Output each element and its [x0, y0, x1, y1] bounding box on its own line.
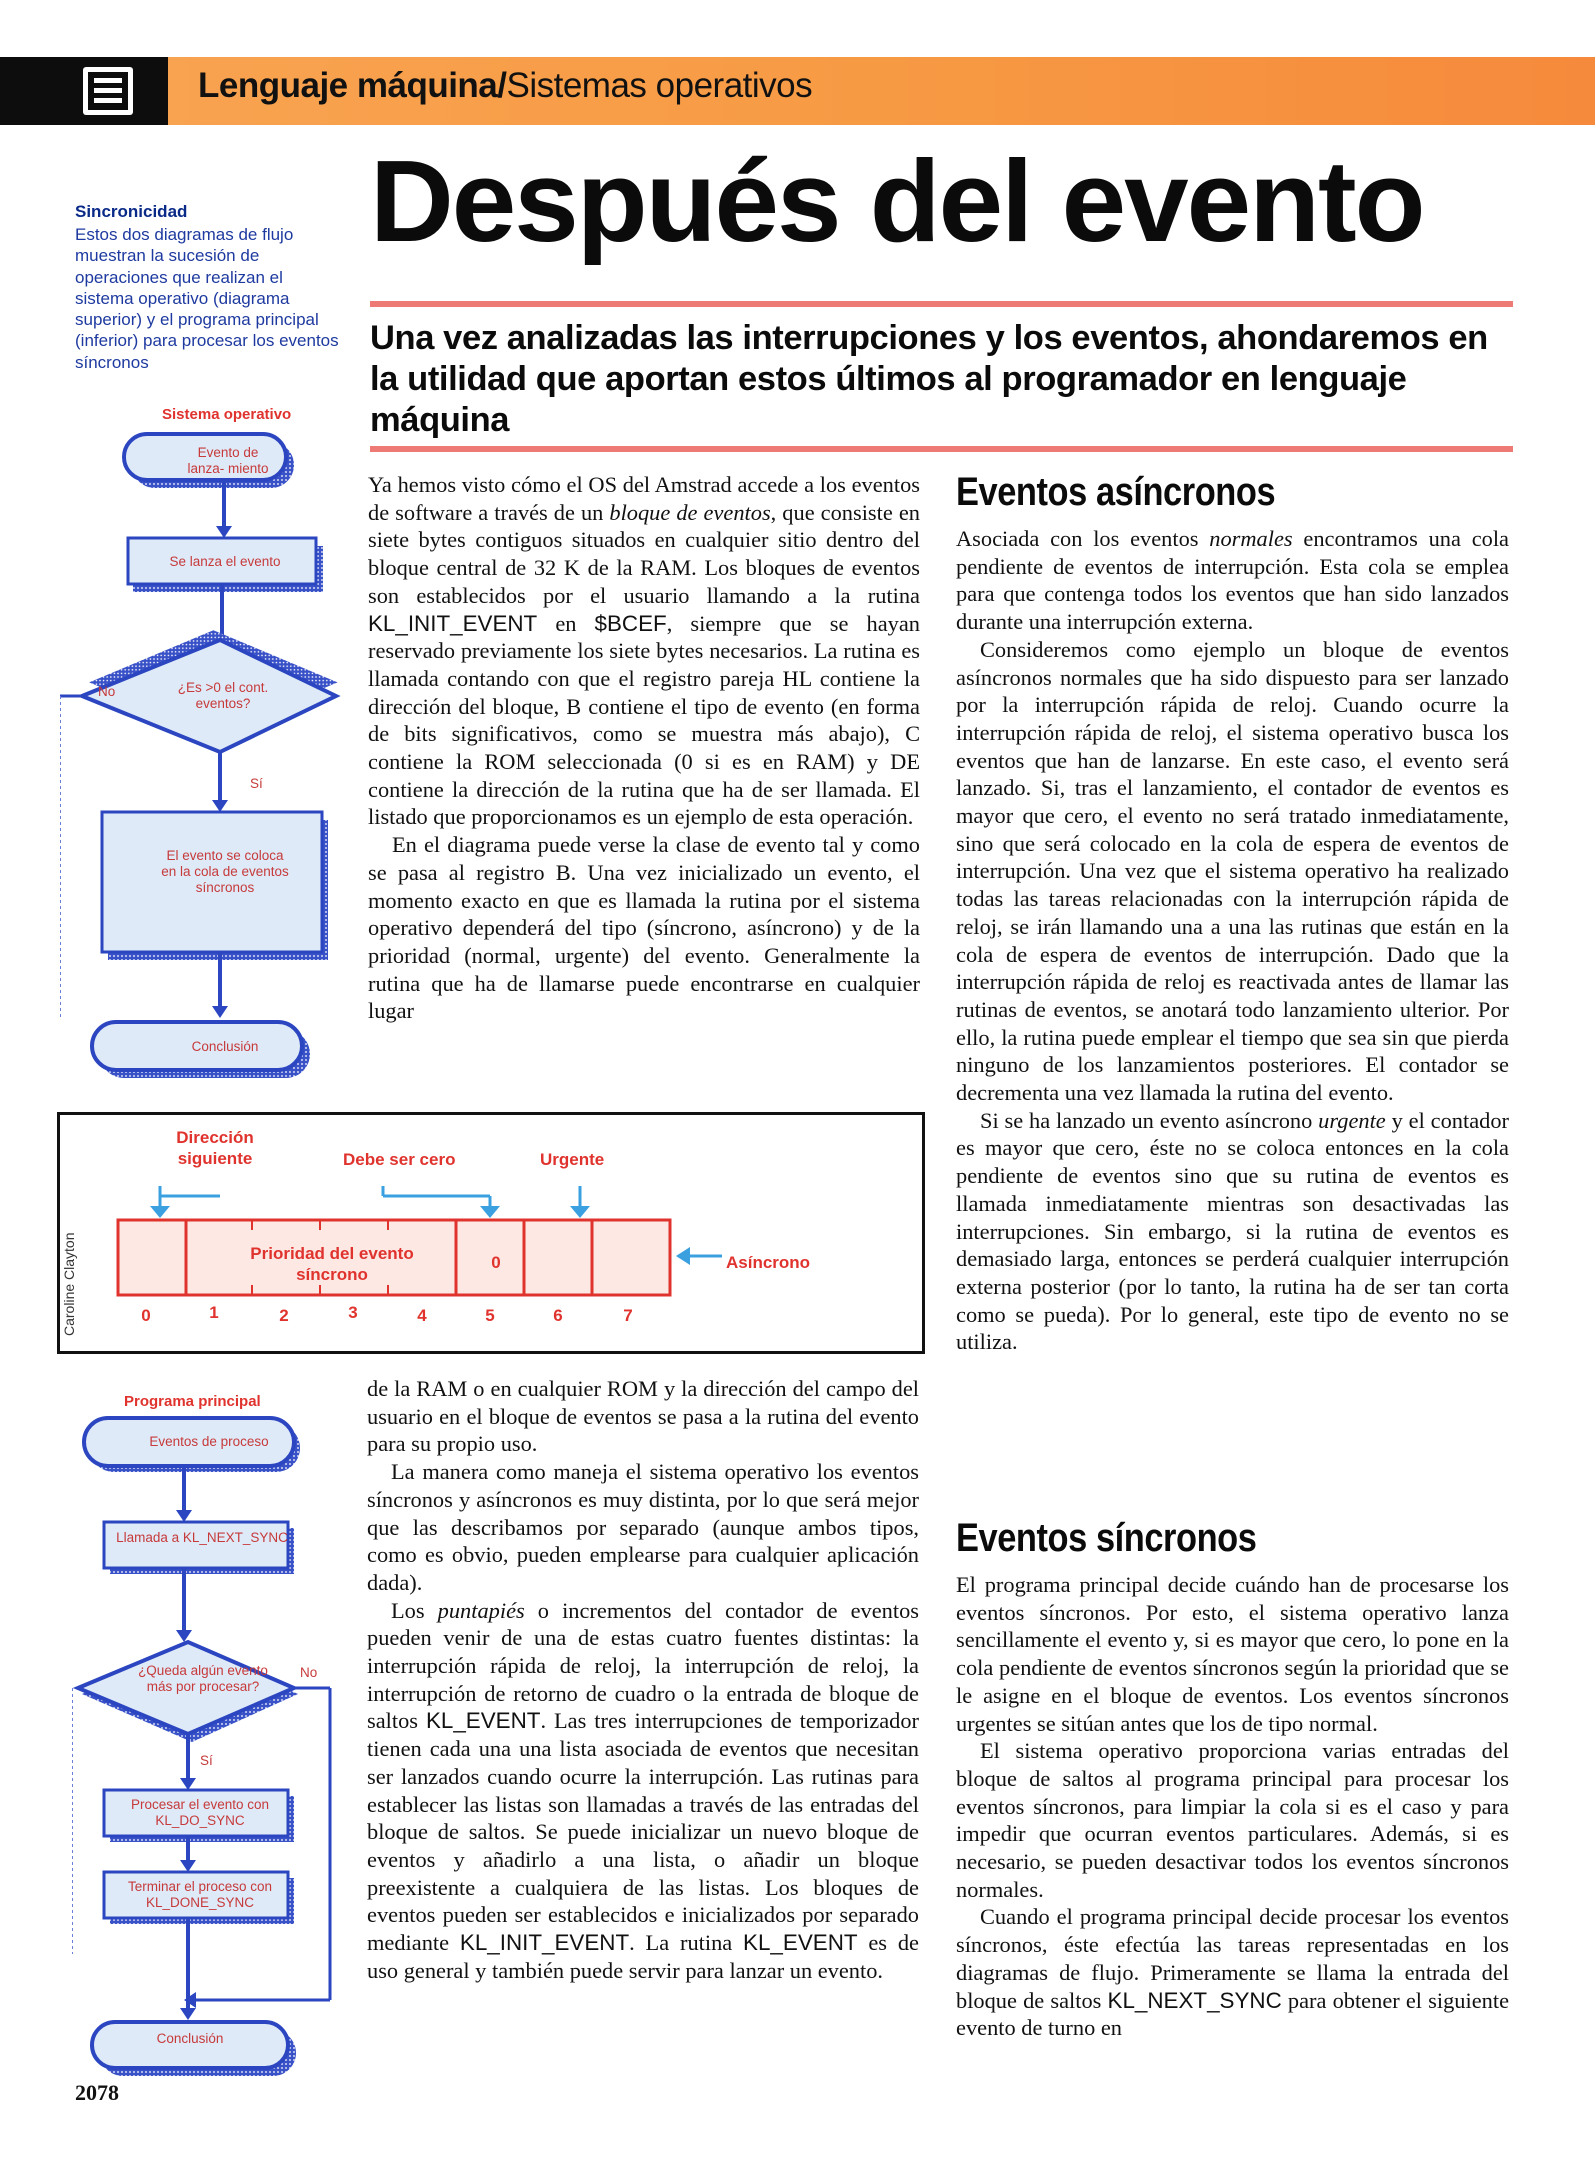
computer-logo-icon	[80, 64, 136, 118]
register-priority-field: Prioridad del evento síncrono	[250, 1244, 414, 1284]
image-credit: Caroline Clayton	[61, 1232, 77, 1336]
paragraph: El programa principal decide cuándo han de procesarse los eventos síncronos. Por esto, el sistema operativo lanza sencillamente el evento y, si es mayor que cero, lo pone en la cola pendiente de eventos síncronos según la prioridad que se le asigne en el bloque de eventos. Los eventos síncronos urgentes se sitúan antes que los de tipo normal.	[956, 1572, 1509, 1736]
flowchart-os-step1: Se lanza el evento	[169, 554, 281, 569]
page-number: 2078	[75, 2080, 119, 2105]
sidebar-title: Sincronicidad	[75, 202, 188, 221]
register-bit-number: 0	[141, 1306, 151, 1325]
paragraph: Cuando el programa principal decide procesar los eventos síncronos, éste efectúa las tareas representadas en los diagramas de flujo. Primeramente se llama la entrada del bloque de saltos KL_NEXT_SYNC para obtener el siguiente evento de turno en	[956, 1904, 1510, 2041]
flowchart-main-step1: Llamada a KL_NEXT_SYNC	[116, 1530, 288, 1545]
body-column-2	[956, 525, 1509, 1356]
section-title-rest: Sistemas operativos	[506, 66, 813, 105]
flowchart-main-start: Eventos de proceso	[149, 1434, 269, 1449]
flowchart-os-title: Sistema operativo	[162, 406, 292, 423]
register-label-async: Asíncrono	[726, 1253, 811, 1272]
body-column-2-bottom	[956, 1571, 1509, 2042]
flowchart-main-title: Programa principal	[124, 1393, 261, 1410]
flowchart-os	[60, 430, 345, 1090]
register-bit-number: 1	[209, 1303, 219, 1322]
flowchart-os-decision: ¿Es >0 el cont. eventos?	[177, 680, 269, 711]
paragraph: Los puntapiés o incrementos del contador de eventos pueden venir de una de estas cuatro fuentes distintas: la interrupción rápida de reloj, la interrupción de reloj, la interrupción de retorno de cuadro o la entrada de bloque de saltos KL_EVENT. Las tres interrupciones de temporizador tienen cada una una lista asociada de eventos que necesitan ser lanzados cuando ocurre la interrupción. Las rutinas para establecer las listas son llamadas a través de las entradas del bloque de saltos. Se puede inicializar un nuevo bloque de eventos y añadirlo a una lista, o añadir un bloque preexistente a cualquiera de las listas. Los bloques de eventos pueden ser establecidos e inicializados por separado mediante KL_INIT_EVENT. La rutina KL_EVENT es de uso general y también puede servir para lanzar un evento.	[367, 1597, 919, 1983]
flowchart-main-no: No	[300, 1665, 318, 1680]
flowchart-main-yes: Sí	[200, 1753, 213, 1768]
register-bit-number: 5	[485, 1306, 495, 1325]
subhead-async: Eventos asíncronos	[956, 470, 1276, 514]
flowchart-os-no: No	[98, 684, 116, 699]
paragraph: En el diagrama puede verse la clase de evento tal y como se pasa al registro B. Una vez inicializado un evento, el momento exacto en que es llamada la rutina por el sistema operativo dependerá del tipo (síncrono, asíncrono) y de la prioridad (normal, urgente) del evento. Generalmente la rutina que ha de llamarse puede encontrarse en cualquier lugar	[368, 832, 920, 1024]
register-bit-number: 3	[348, 1303, 358, 1322]
paragraph: Ya hemos visto cómo el OS del Amstrad accede a los eventos de software a través de un bloque de eventos, que consiste en siete bytes contiguos situados en cualquier sitio dentro del bloque central de 32 K de la RAM. Los bloques de eventos son establecidos por el usuario llamando a la rutina KL_INIT_EVENT en $BCEF, siempre que se hayan reservado previamente los siete bytes necesarios. La rutina es llamada contando con que el registro pareja HL contiene la dirección del bloque, B contiene el tipo de evento (en forma de bits significativos, como se muestra más abajo), C contiene la ROM seleccionada (0 si es en RAM) y DE contiene la dirección de la rutina que ha de ser llamada. El listado que proporcionamos es un ejemplo de esta operación.	[368, 472, 920, 830]
paragraph: La manera como maneja el sistema operativo los eventos síncronos y asíncronos es muy distinta, por lo que será mejor que las describamos por separado (aunque ambos tipos, como es obvio, pueden emplearse para cualquier aplicación dada).	[367, 1459, 919, 1595]
flowchart-os-step2: El evento se coloca en la cola de eventos síncronos	[161, 848, 289, 895]
flowchart-main-decision: ¿Queda algún evento más por procesar?	[138, 1663, 268, 1694]
register-bit-number: 4	[417, 1306, 427, 1325]
body-column-1-top	[368, 471, 920, 1025]
flowchart-main-step3: Terminar el proceso con KL_DONE_SYNC	[127, 1879, 273, 1910]
register-bit-number: 2	[279, 1306, 289, 1325]
register-bit-number: 7	[623, 1306, 633, 1325]
flowchart-main	[72, 1414, 342, 2084]
flowchart-os-yes: Sí	[250, 776, 263, 791]
headline-rule-top	[370, 301, 1513, 307]
paragraph: de la RAM o en cualquier ROM y la dirección del campo del usuario en el bloque de eventos se pasa a la rutina del evento para su propio uso.	[367, 1376, 919, 1457]
page-headline: Después del evento	[370, 136, 1424, 266]
flowchart-os-start: Evento de lanza- miento	[187, 445, 269, 476]
subhead-sync: Eventos síncronos	[956, 1516, 1257, 1560]
section-title	[198, 66, 812, 106]
paragraph: Asociada con los eventos normales encontramos una cola pendiente de eventos de interrupción. Esta cola se emplea para que contenga todos los eventos que han sido lanzados durante una interrupción externa.	[956, 526, 1509, 635]
register-cells	[110, 1150, 810, 1300]
register-label-zero: Debe ser cero	[343, 1150, 456, 1169]
sidebar-caption: Estos dos diagramas de flujo muestran la sucesión de operaciones que realizan el sistema operativo (diagrama superior) y el programa principal (inferior) para procesar los eventos síncronos	[75, 225, 339, 372]
section-title-bold: Lenguaje máquina/	[198, 66, 507, 105]
paragraph: Consideremos como ejemplo un bloque de eventos asíncronos normales que ha sido dispuesto para ser lanzado por la interrupción rápida de reloj. Cuando ocurre la interrupción rápida de reloj, el sistema operativo busca los eventos que han de lanzarse. En este caso, el evento será lanzado. Si, tras el lanzamiento, el contador de eventos es mayor que cero, el evento no será tratado inmediatamente, sino que será colocado en la cola de espera de eventos de interrupción. Una vez que el sistema operativo ha realizado todas las tareas relacionadas con la interrupción rápida de reloj, se irán llamando una a una las rutinas que están en la cola de espera de eventos de interrupción. Dado que la interrupción rápida de reloj es reactivada antes de llamar las rutinas de eventos, se anotará todo lanzamiento ulterior. Por ello, la rutina puede emplear el tiempo que sea sin que pierda ninguno de los lanzamientos posteriores. El contador se decrementa una vez llamada la rutina del evento.	[956, 636, 1509, 1106]
register-label-urgent: Urgente	[540, 1150, 605, 1169]
register-label-next: Dirección siguiente	[176, 1128, 254, 1168]
flowchart-main-end: Conclusión	[156, 2031, 224, 2046]
register-zero-bit: 0	[491, 1253, 501, 1272]
paragraph: El sistema operativo proporciona varias entradas del bloque de saltos al programa principal para procesar los eventos síncronos, para limpiar la cola si es el caso y para impedir que ocurran eventos particulares. Además, si es necesario, se pueden desactivar todos los eventos síncronos normales.	[956, 1738, 1509, 1902]
flowchart-main-step2: Procesar el evento con KL_DO_SYNC	[130, 1797, 270, 1828]
register-bit-number: 6	[553, 1306, 563, 1325]
headline-rule-bottom	[370, 446, 1513, 452]
paragraph: Si se ha lanzado un evento asíncrono urgente y el contador es mayor que cero, éste no se coloca entonces en la cola pendiente de eventos sino que su rutina de eventos es llamada inmediatamente mientras son desactivadas las interrupciones. Sin embargo, si la rutina de eventos es demasiado larga, entonces se perderá cualquier interrupción externa posterior (por lo tanto, la rutina ha de ser tan corta como se pueda). Por lo general, este tipo de evento no se utiliza.	[956, 1107, 1509, 1355]
deck: Una vez analizadas las interrupciones y los eventos, ahondaremos en la utilidad que aportan estos últimos al programador en lenguaje máquina	[370, 319, 1488, 439]
flowchart-os-end: Conclusión	[191, 1039, 259, 1054]
body-column-1-bottom	[367, 1375, 919, 1984]
